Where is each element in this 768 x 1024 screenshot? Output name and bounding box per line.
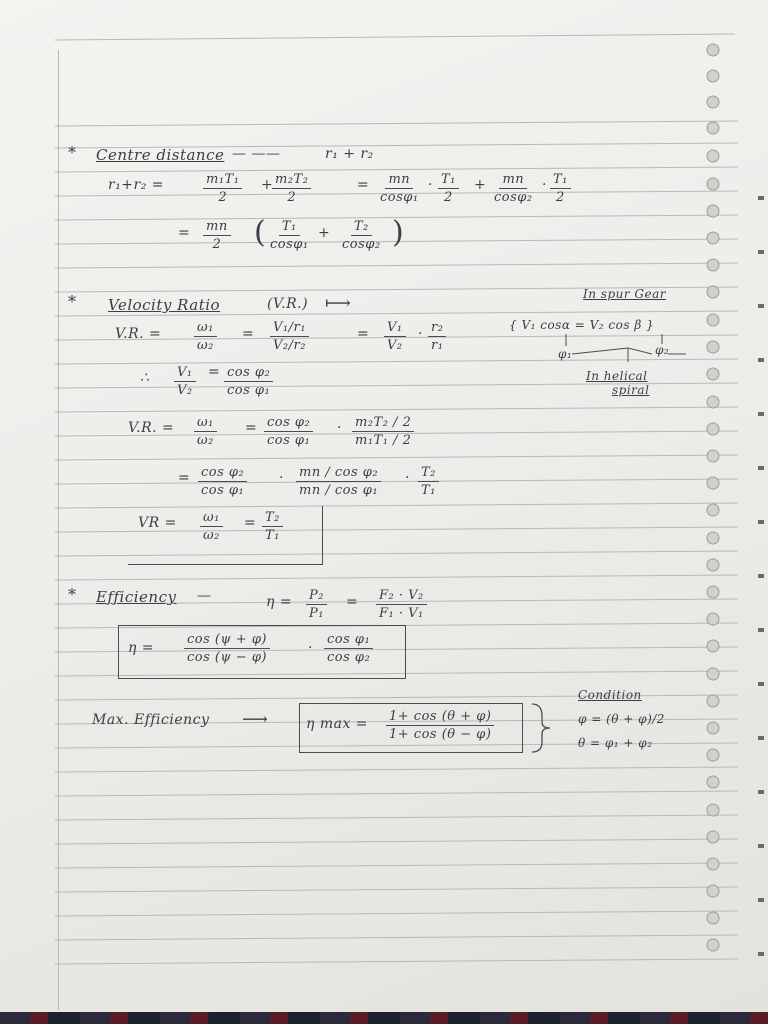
phi1-label: φ₁	[558, 347, 573, 361]
numerator: m₁T₁	[203, 172, 242, 189]
denominator: r₁	[431, 338, 444, 353]
denominator: ω₂	[197, 338, 214, 353]
fraction-mn-over-cosphi1	[377, 172, 422, 205]
fraction-mn-over-cosphi2	[491, 172, 536, 205]
numerator: V₁/r₁	[270, 320, 309, 337]
fraction-mn-over-2	[203, 219, 231, 252]
eta-lhs: η =	[266, 594, 293, 610]
dot-operator: ·	[308, 640, 313, 656]
fraction-v1r1-over-v2r2	[270, 320, 309, 353]
denominator: mn / cos φ₁	[299, 483, 379, 498]
denominator: cos φ₁	[267, 433, 311, 448]
denominator: ω₂	[197, 433, 214, 448]
numerator: P₂	[306, 588, 327, 605]
numerator: m₂T₂	[272, 172, 311, 189]
fraction-cosphi1-over-cosphi2	[324, 632, 373, 665]
denominator: cosφ₁	[380, 190, 419, 205]
denominator: 2	[287, 190, 297, 205]
fraction-t1-over-cosphi1	[267, 219, 312, 252]
centre-distance-lhs: r₁+r₂ =	[108, 177, 165, 193]
condition-equation-1: φ = (θ + φ)/2	[578, 712, 665, 726]
equals-sign: =	[245, 420, 258, 436]
denominator: cos φ₁	[201, 483, 245, 498]
spur-gear-label: In spur Gear	[583, 287, 666, 301]
fraction-cosphi2-over-cosphi1-b	[264, 415, 313, 448]
numerator: r₂	[428, 320, 446, 337]
fraction-t1-over-2	[438, 172, 459, 205]
fraction-omega1-over-omega2	[194, 320, 217, 353]
plus-sign: +	[318, 225, 331, 241]
numerator: cos (ψ + φ)	[184, 632, 270, 649]
fraction-mn-cos-ratio	[296, 465, 381, 498]
condition-equation-2: θ = φ₁ + φ₂	[578, 736, 653, 750]
denominator: cos φ₂	[327, 650, 371, 665]
bullet-mark: *	[68, 585, 77, 604]
numerator: V₁	[174, 365, 196, 382]
fraction-m1t1-over-2	[203, 172, 242, 205]
fraction-r2-over-r1	[428, 320, 446, 353]
bullet-mark: *	[68, 143, 77, 162]
dot-operator: ·	[428, 177, 433, 193]
maps-to-arrow-icon: ⟼	[325, 293, 352, 314]
numerator: T₂	[262, 510, 283, 527]
dot-operator: ·	[418, 326, 423, 342]
condition-brace	[526, 700, 558, 756]
background-fabric	[0, 1012, 768, 1024]
denominator: cos φ₁	[227, 383, 271, 398]
denominator: 2	[556, 190, 565, 205]
condition-label: Condition	[578, 688, 642, 702]
fraction-cosphi2-over-cosphi1-c	[198, 465, 247, 498]
denominator: 2	[212, 237, 222, 252]
denominator: cosφ₂	[342, 237, 381, 252]
spiral-binding-holes	[698, 0, 768, 1024]
numerator: cos φ₂	[224, 365, 273, 382]
dot-operator: ·	[542, 177, 547, 193]
vr-abbreviation: (V.R.)	[267, 296, 309, 312]
spur-gear-equation: { V₁ cosα = V₂ cos β }	[509, 318, 655, 332]
equals-sign: =	[242, 326, 255, 342]
helical-arrows	[556, 332, 696, 362]
open-parenthesis: (	[254, 215, 267, 250]
numerator: T₂	[351, 219, 372, 236]
close-parenthesis: )	[392, 215, 405, 250]
therefore-sign: ∴	[140, 370, 150, 386]
fraction-t2-over-t1	[418, 465, 439, 498]
dot-operator: ·	[279, 470, 284, 486]
numerator: 1+ cos (θ + φ)	[386, 709, 494, 726]
centre-distance-heading: Centre distance	[96, 146, 225, 164]
vr-boxed-lhs: VR =	[138, 515, 177, 531]
equals-sign: =	[357, 326, 370, 342]
vr-lhs: V.R. =	[115, 326, 162, 342]
dot-operator: ·	[405, 470, 410, 486]
heading-dash: —	[197, 588, 212, 604]
numerator: ω₁	[200, 510, 223, 527]
max-efficiency-label: Max. Efficiency	[92, 712, 210, 728]
denominator: V₂	[177, 383, 193, 398]
numerator: T₁	[438, 172, 459, 189]
numerator: mn	[203, 219, 231, 236]
velocity-ratio-heading: Velocity Ratio	[108, 296, 221, 314]
numerator: cos φ₂	[264, 415, 313, 432]
vr-lhs-second: V.R. =	[128, 420, 175, 436]
helical-label: In helical	[586, 369, 648, 383]
dot-operator: ·	[337, 420, 342, 436]
plus-sign: +	[474, 177, 487, 193]
fraction-m2t2-over-2	[272, 172, 311, 205]
eta-boxed-lhs: η =	[128, 640, 155, 656]
numerator: V₁	[384, 320, 406, 337]
denominator: cosφ₁	[270, 237, 309, 252]
numerator: mn / cos φ₂	[296, 465, 381, 482]
numerator: m₂T₂ / 2	[352, 415, 414, 432]
denominator: 1+ cos (θ − φ)	[389, 727, 492, 742]
numerator: ω₁	[194, 320, 217, 337]
fraction-omega1-over-omega2-b	[194, 415, 217, 448]
numerator: F₂ · V₂	[376, 588, 427, 605]
heading-expression: r₁ + r₂	[325, 146, 374, 162]
fraction-v1-over-v2-b	[174, 365, 196, 398]
numerator: cos φ₂	[198, 465, 247, 482]
denominator: T₁	[421, 483, 436, 498]
equals-sign: =	[357, 177, 370, 193]
fraction-cosphi2-over-cosphi1	[224, 365, 273, 398]
numerator: mn	[499, 172, 527, 189]
denominator: 2	[444, 190, 453, 205]
margin-line	[58, 50, 59, 1010]
denominator: T₁	[265, 528, 280, 543]
denominator: m₁T₁ / 2	[355, 433, 412, 448]
spiral-label: spiral	[612, 383, 650, 397]
equals-sign: =	[208, 364, 221, 380]
eta-max-lhs: η max =	[306, 716, 369, 732]
plus-sign: +	[261, 177, 274, 193]
fraction-t2-over-t1-boxed	[262, 510, 283, 543]
bullet-mark: *	[68, 292, 77, 311]
denominator: cos (ψ − φ)	[187, 650, 268, 665]
numerator: ω₁	[194, 415, 217, 432]
equals-sign: =	[178, 225, 191, 241]
denominator: 2	[218, 190, 228, 205]
equals-sign: =	[244, 515, 257, 531]
denominator: ω₂	[203, 528, 220, 543]
equals-sign: =	[178, 470, 191, 486]
denominator: F₁ · V₁	[379, 606, 424, 621]
denominator: P₁	[309, 606, 324, 621]
numerator: T₂	[418, 465, 439, 482]
right-arrow-icon: ⟶	[242, 709, 269, 730]
numerator: mn	[385, 172, 413, 189]
phi2-label: φ₂	[655, 343, 670, 357]
fraction-omega1-over-omega2-boxed	[200, 510, 223, 543]
numerator: T₁	[279, 219, 300, 236]
numerator: cos φ₁	[324, 632, 373, 649]
fraction-max-efficiency	[386, 709, 494, 742]
denominator: V₂	[387, 338, 403, 353]
fraction-m2t2-over-m1t1	[352, 415, 414, 448]
heading-dash: — ——	[232, 146, 281, 162]
fraction-v1-over-v2	[384, 320, 406, 353]
numerator: T₁	[550, 172, 571, 189]
fraction-cos-psi-phi	[184, 632, 270, 665]
efficiency-heading: Efficiency	[96, 588, 177, 606]
denominator: V₂/r₂	[273, 338, 306, 353]
fraction-t1-over-2-b	[550, 172, 571, 205]
fraction-t2-over-cosphi2	[339, 219, 384, 252]
fraction-p2-over-p1	[306, 588, 327, 621]
equals-sign: =	[346, 594, 359, 610]
fraction-f2v2-over-f1v1	[376, 588, 427, 621]
denominator: cosφ₂	[494, 190, 533, 205]
